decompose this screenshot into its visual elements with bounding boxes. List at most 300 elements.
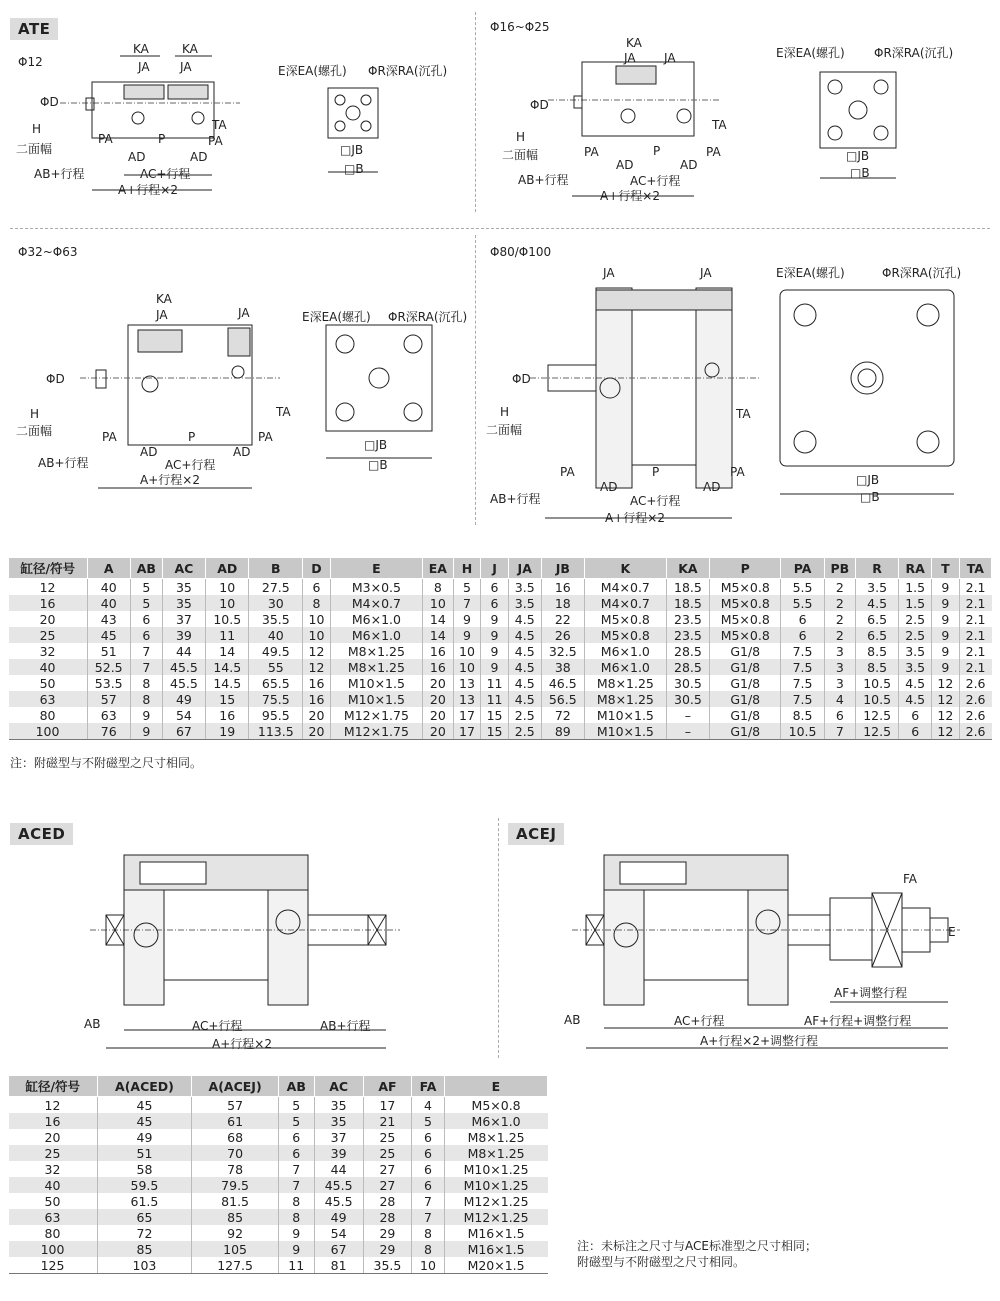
table-cell: 5.5 [781,595,824,611]
table-cell: 8 [130,691,162,707]
label-two-face-16: 二面幅 [502,148,539,162]
table-header-cell: R [855,558,898,579]
table-cell: 7 [412,1193,444,1209]
table-cell: G1/8 [710,691,781,707]
table-cell: M4×0.7 [330,595,422,611]
label-af-adj-acej: AF+调整行程 [834,986,908,1000]
table-cell: 6 [412,1161,444,1177]
table-row [9,1225,548,1241]
table-cell: 5 [412,1113,444,1129]
table-cell: 50 [39,675,56,691]
label-e-ea-16: E深EA(螺孔) [776,46,845,60]
table-cell: 61 [192,1113,278,1129]
table-cell: 2 [824,595,855,611]
table-cell: 35 [314,1113,363,1129]
table-cell: 25 [9,627,88,643]
table-cell: 80 [39,707,56,723]
table-cell: 20 [423,691,454,707]
table-cell: 45.5 [162,675,205,691]
table-cell: 37 [162,611,205,627]
table-cell: 10 [206,595,249,611]
table-cell: 6 [781,611,824,627]
table-cell: 8 [278,1193,314,1209]
table-cell: G1/8 [710,723,781,740]
table-cell: M20×1.5 [444,1257,547,1274]
table-header-cell: KA [666,558,709,579]
table-cell: 30.5 [666,675,709,691]
table-cell: 35.5 [363,1257,412,1274]
table-cell: 53.5 [87,675,130,691]
table-cell: 18.5 [666,579,709,596]
table-row [9,1193,548,1209]
table-cell: 2 [824,611,855,627]
label-b-80: □B [860,490,880,504]
table-cell: 2.5 [899,627,932,643]
label-r-ra: ΦR深RA(沉孔) [368,64,448,78]
table-cell: M5×0.8 [710,595,781,611]
table-cell: 14 [206,643,249,659]
table-cell: 8.5 [855,659,898,675]
table-cell: 9 [278,1225,314,1241]
label-d-16: ΦD [530,98,549,112]
label-ab-stroke-32: AB+行程 [38,456,89,470]
table-cell: 5.5 [781,579,824,596]
table-cell: 20 [39,611,56,627]
table-cell: M10×1.5 [584,723,666,740]
table-cell: 5 [130,595,162,611]
table-cell: 3.5 [508,595,541,611]
table-cell: G1/8 [710,675,781,691]
table-cell: 8 [412,1241,444,1257]
label-a-stroke2-80: A+行程×2 [605,511,665,525]
table-cell: 4.5 [508,627,541,643]
table-header-cell: PA [781,558,824,579]
table-cell: 2.1 [959,659,991,675]
table-cell: 78 [192,1161,278,1177]
table-cell: 28 [363,1193,412,1209]
label-pa-32: PA [102,430,117,444]
table-header-cell: AB [130,558,162,579]
table-cell: 10.5 [781,723,824,740]
table-cell: 15 [481,707,509,723]
label-ac-stroke-80: AC+行程 [630,494,681,508]
table-cell: 20 [303,707,331,723]
table-header-cell: RA [899,558,932,579]
table-cell: 9 [130,723,162,740]
table-cell: 6 [130,611,162,627]
table-cell: 49 [162,691,205,707]
label-jb-32: □JB [364,438,388,452]
table-cell: M12×1.25 [444,1193,547,1209]
table-cell: 100 [9,723,88,740]
table-cell: M16×1.5 [444,1225,547,1241]
label-jb-16: □JB [846,149,870,163]
table-cell: 75.5 [249,691,303,707]
table-cell: 9 [932,579,960,596]
table-cell: 29 [363,1225,412,1241]
table-cell: 17 [453,723,481,740]
label-ja-80: JA [603,266,615,280]
table-header-cell: A(ACED) [97,1076,192,1097]
table-row [9,1161,548,1177]
table-cell: 16 [541,579,584,596]
table-cell: 2.1 [959,643,991,659]
table-cell: 12 [303,659,331,675]
table-cell: 7.5 [781,675,824,691]
table-row [9,1129,548,1145]
label-ja-32b: JA [238,306,250,320]
table-cell: 5 [278,1097,314,1114]
table-header-cell: JB [541,558,584,579]
table-cell: 6 [781,627,824,643]
table-cell: 6 [303,579,331,596]
table-cell: 5 [130,579,162,596]
table-cell: 27 [363,1177,412,1193]
table-cell: 67 [162,723,205,740]
table-cell: 4.5 [508,691,541,707]
table-cell: 9 [278,1241,314,1257]
table-cell: 44 [162,643,205,659]
diagram-title-d80: Φ80/Φ100 [490,245,552,259]
table-cell: 6 [412,1129,444,1145]
table-cell: 40 [9,1177,98,1193]
table-cell: 12 [932,675,960,691]
label-ka: KA [133,42,149,56]
table-cell: 92 [192,1225,278,1241]
section-tag-acej: ACEJ [508,823,564,845]
diagram-title-d12: Φ12 [18,55,43,69]
table-cell: 55 [249,659,303,675]
table-cell: 80 [44,1225,61,1241]
table-cell: 2 [824,579,855,596]
table-cell: 20 [423,675,454,691]
label-ta-32: TA [276,405,291,419]
table-cell: 4.5 [508,611,541,627]
table-cell: M6×1.0 [330,611,422,627]
table-cell: 67 [314,1241,363,1257]
table-cell: 12.5 [855,707,898,723]
table-cell: 9 [932,611,960,627]
label-e-acej: E [948,925,956,939]
table-cell: 40 [87,595,130,611]
table-cell: 16 [423,643,454,659]
table-cell: M5×0.8 [584,627,666,643]
table-header-cell: TA [959,558,991,579]
table-cell: 52.5 [87,659,130,675]
table-cell: M10×1.5 [330,691,422,707]
label-ab-acej: AB [564,1013,581,1027]
table-cell: 8 [423,579,454,596]
label-b: □B [344,162,364,176]
table-cell: 7.5 [781,659,824,675]
table-header-cell: JA [508,558,541,579]
table-row [9,1097,548,1114]
table-cell: M12×1.75 [330,707,422,723]
table-cell: 6 [278,1145,314,1161]
table-cell: 30 [249,595,303,611]
table-cell: M6×1.0 [330,627,422,643]
table-cell: M4×0.7 [584,595,666,611]
table-cell: 10.5 [855,691,898,707]
table-cell: M6×1.0 [584,659,666,675]
table-cell: 4.5 [855,595,898,611]
table-cell: 32 [44,1161,61,1177]
label-ta: TA [212,118,227,132]
table-row [9,1241,548,1257]
label-ad: AD [128,150,146,164]
label-pa-80b: PA [730,465,745,479]
table-cell: 3 [824,659,855,675]
label-ad-32b: AD [233,445,251,459]
label-d-32: ΦD [46,372,65,386]
table-cell: 3.5 [855,579,898,596]
table-cell: 26 [541,627,584,643]
table-cell: 9 [481,627,509,643]
table-cell: 27.5 [249,579,303,596]
table-cell: 2.1 [959,595,991,611]
label-b-32: □B [368,458,388,472]
table-cell: 21 [363,1113,412,1129]
diagram-title-d16: Φ16~Φ25 [490,20,550,34]
table-cell: 20 [423,723,454,740]
label-pa-80: PA [560,465,575,479]
table-cell: 57 [192,1097,278,1114]
label-h-16: H [516,130,526,144]
label-ja-16: JA [624,51,636,65]
table-cell: 1.5 [899,595,932,611]
table-cell: 6.5 [855,611,898,627]
table-cell: 10 [303,611,331,627]
table-cell: 7.5 [781,643,824,659]
table-cell: 4 [412,1097,444,1114]
table-cell: 8 [412,1225,444,1241]
spec-table-ace [8,1075,548,1274]
table-cell: 43 [87,611,130,627]
table-cell: 6 [412,1177,444,1193]
table-cell: 58 [97,1161,192,1177]
table-cell: 45 [97,1113,192,1129]
table-cell: 2.5 [508,707,541,723]
table-cell: – [666,707,709,723]
table-cell: 15 [206,691,249,707]
table-cell: 16 [9,595,88,611]
table-cell: 12 [932,707,960,723]
table-cell: 2.5 [899,611,932,627]
table-cell: 4.5 [508,675,541,691]
table-header-cell: E [444,1076,547,1097]
table-header-cell: 缸径/符号 [9,1076,98,1097]
table-cell: 9 [932,627,960,643]
table-cell: 9 [932,643,960,659]
table-cell: M12×1.25 [444,1209,547,1225]
table-cell: 23.5 [666,611,709,627]
label-af-stroke-adj-acej: AF+行程+调整行程 [804,1014,912,1028]
label-ac-stroke-32: AC+行程 [165,458,216,472]
table-cell: 20 [44,1129,61,1145]
table-cell: 7.5 [781,691,824,707]
table-cell: 81.5 [192,1193,278,1209]
note-ate: 注：附磁型与不附磁型之尺寸相同。 [10,756,203,770]
table-cell: 70 [192,1145,278,1161]
label-r-ra-32: ΦR深RA(沉孔) [388,310,468,324]
label-pa-32b: PA [258,430,273,444]
table-cell: 54 [314,1225,363,1241]
label-ad-2: AD [190,150,208,164]
table-cell: 3.5 [899,643,932,659]
table-cell: 32.5 [541,643,584,659]
table-cell: 59.5 [97,1177,192,1193]
table-header-cell: B [249,558,303,579]
table-cell: 2.1 [959,579,991,596]
table-cell: 25 [9,1145,98,1161]
table-cell: 10 [453,643,481,659]
table-cell: 9 [453,611,481,627]
table-cell: M6×1.0 [444,1113,547,1129]
table-cell: 2.6 [959,675,991,691]
table-cell: M5×0.8 [710,579,781,596]
table-cell: 11 [278,1257,314,1274]
table-cell: 89 [541,723,584,740]
table-cell: M5×0.8 [710,627,781,643]
table-cell: 11 [206,627,249,643]
table-cell: 2.1 [959,611,991,627]
label-d: ΦD [40,95,59,109]
table-cell: M8×1.25 [444,1145,547,1161]
section-tag-ate: ATE [10,18,58,40]
label-ja-16b: JA [664,51,676,65]
section-tag-aced: ACED [10,823,73,845]
table-cell: 9 [481,611,509,627]
table-cell: 6 [481,579,509,596]
table-cell: M5×0.8 [444,1097,547,1114]
table-cell: M8×1.25 [444,1129,547,1145]
label-ab-stroke-80: AB+行程 [490,492,541,506]
table-cell: 81 [314,1257,363,1274]
label-ab-stroke: AB+行程 [34,167,85,181]
table-cell: 103 [97,1257,192,1274]
table-cell: 35.5 [249,611,303,627]
table-cell: 12 [932,723,960,740]
table-cell: 40 [9,659,88,675]
label-a-stroke2-adj-acej: A+行程×2+调整行程 [700,1034,819,1048]
label-pa-16b: PA [706,145,721,159]
table-cell: 7 [453,595,481,611]
label-ka-16: KA [626,36,642,50]
table-cell: 32 [39,643,56,659]
table-cell: 51 [87,643,130,659]
table-row [9,1257,548,1274]
table-header-cell: AC [162,558,205,579]
label-p-80: P [652,465,660,479]
table-header-cell: EA [423,558,454,579]
table-cell: 35 [162,595,205,611]
table-cell: 79.5 [192,1177,278,1193]
table-cell: 8 [130,675,162,691]
table-cell: 113.5 [249,723,303,740]
table-cell: 49.5 [249,643,303,659]
table-cell: 17 [363,1097,412,1114]
table-cell: 16 [303,675,331,691]
table-cell: 2.6 [959,723,991,740]
table-cell: 6 [899,723,932,740]
table-cell: 65.5 [249,675,303,691]
table-header-cell: AC [314,1076,363,1097]
table-cell: 38 [541,659,584,675]
table-cell: 7 [824,723,855,740]
table-cell: 85 [97,1241,192,1257]
table-cell: G1/8 [710,643,781,659]
table-cell: 4 [824,691,855,707]
table-cell: 16 [206,707,249,723]
table-cell: G1/8 [710,659,781,675]
table-cell: 9 [932,659,960,675]
table-header-cell: PB [824,558,855,579]
note-ace-line1: 注：未标注之尺寸与ACE标准型之尺寸相同； [577,1239,817,1253]
table-cell: 3 [824,643,855,659]
table-cell: 9 [481,659,509,675]
table-cell: 10.5 [206,611,249,627]
label-two-face-80: 二面幅 [486,423,523,437]
table-cell: 49 [314,1209,363,1225]
table-cell: 2.6 [959,691,991,707]
table-cell: 6.5 [855,627,898,643]
table-cell: 9 [481,643,509,659]
table-cell: 10 [206,579,249,596]
table-header-cell: A [87,558,130,579]
table-cell: 16 [9,1113,98,1129]
table-cell: 10 [412,1257,444,1274]
table-cell: 45 [97,1097,192,1114]
label-ac-stroke-aced: AC+行程 [192,1019,243,1033]
table-cell: 40 [249,627,303,643]
table-cell: 12 [932,691,960,707]
label-pa: PA [98,132,113,146]
table-cell: 2 [824,627,855,643]
label-ta-80: TA [736,407,751,421]
table-cell: 51 [97,1145,192,1161]
label-ka-2: KA [182,42,198,56]
table-cell: 68 [192,1129,278,1145]
table-cell: 12 [303,643,331,659]
label-e-ea-80: E深EA(螺孔) [776,266,845,280]
label-pa-16: PA [584,145,599,159]
table-cell: 11 [481,691,509,707]
table-row [9,1113,548,1129]
label-ab-stroke-aced: AB+行程 [320,1019,371,1033]
table-cell: 7 [278,1177,314,1193]
table-cell: 45.5 [162,659,205,675]
table-cell: M3×0.5 [330,579,422,596]
table-cell: 20 [303,723,331,740]
table-header-cell: H [453,558,481,579]
table-cell: 27 [363,1161,412,1177]
table-cell: 18 [541,595,584,611]
label-a-stroke2-32: A+行程×2 [140,473,200,487]
table-cell: 56.5 [541,691,584,707]
table-row [9,1177,548,1193]
label-ja-2: JA [180,60,192,74]
table-cell: 63 [9,691,88,707]
table-cell: 12.5 [855,723,898,740]
table-cell: 28 [363,1209,412,1225]
table-cell: 8 [278,1209,314,1225]
table-cell: 28.5 [666,643,709,659]
table-cell: 72 [97,1225,192,1241]
label-d-80: ΦD [512,372,531,386]
table-cell: 54 [162,707,205,723]
table-cell: 76 [87,723,130,740]
table-cell: 4.5 [508,659,541,675]
